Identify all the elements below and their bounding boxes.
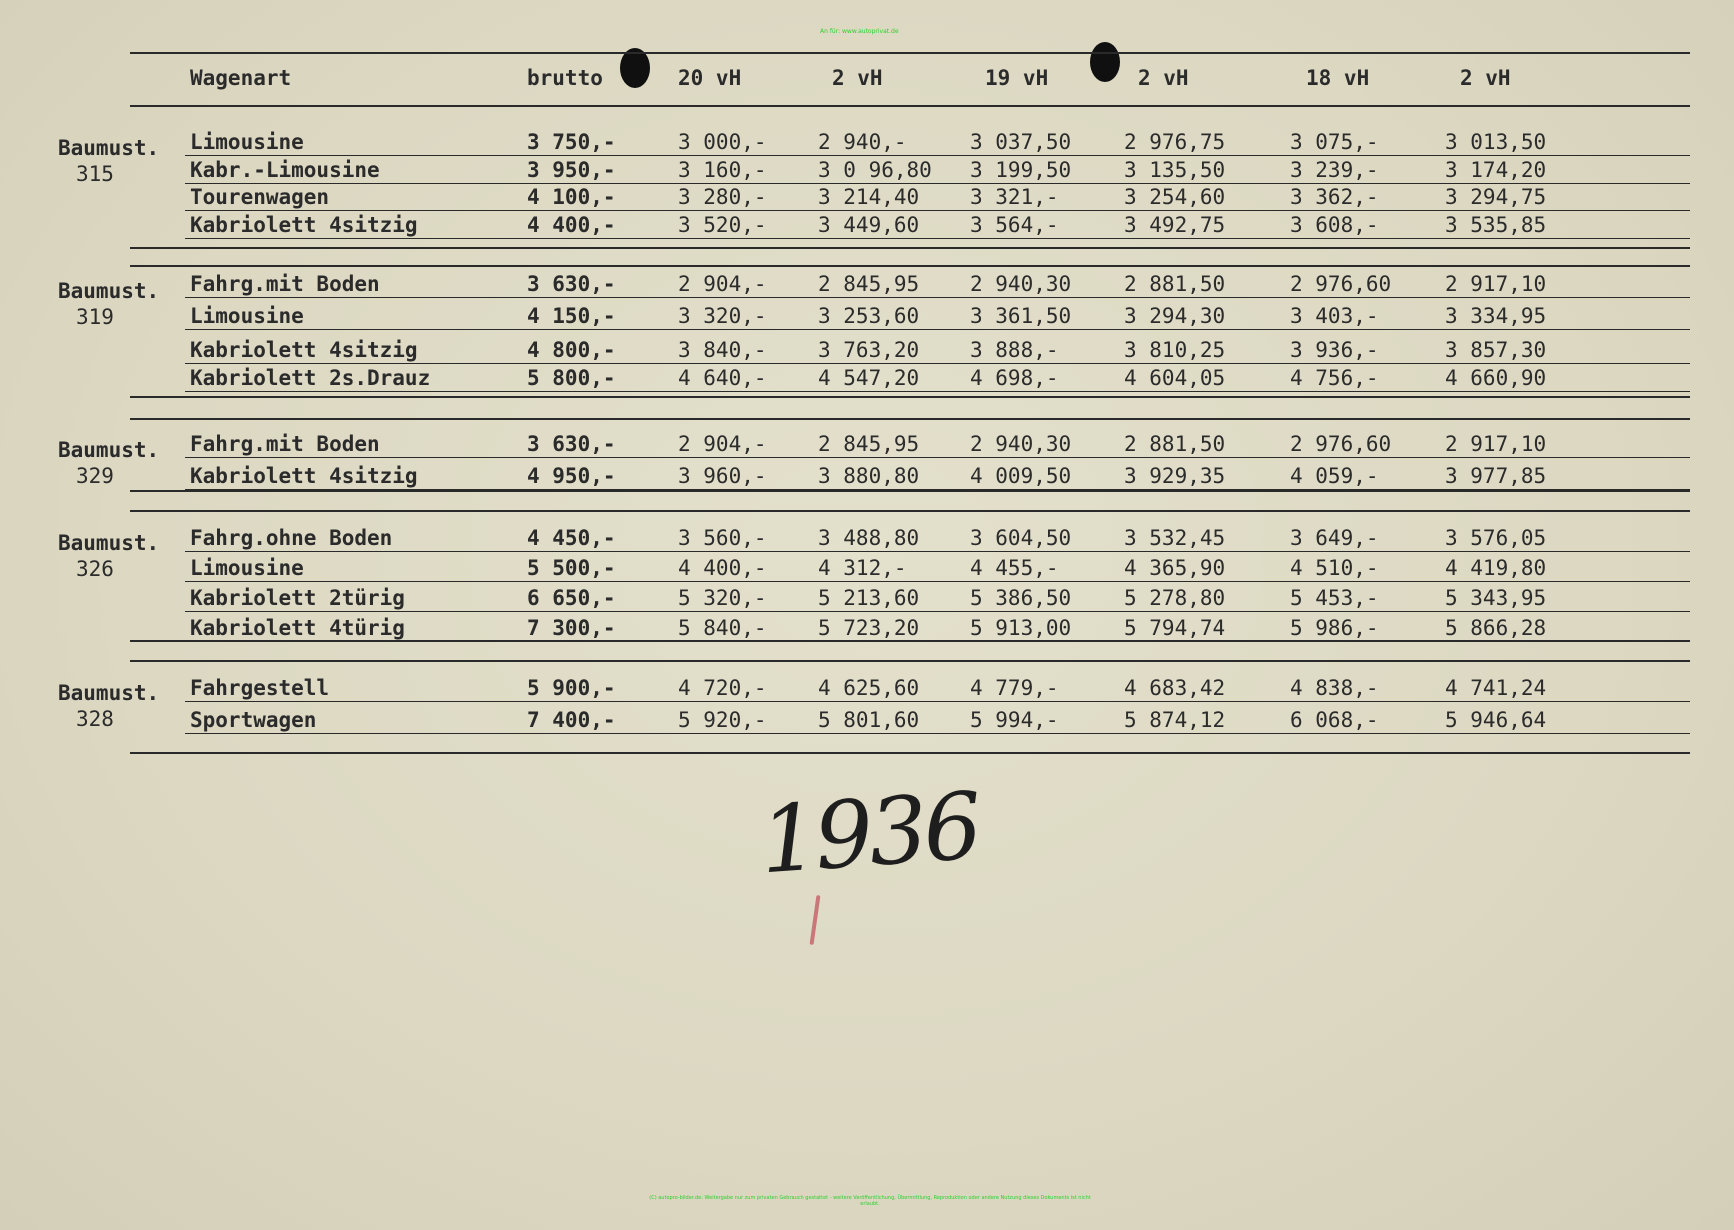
discount-value: 3 361,50 <box>970 304 1072 328</box>
brutto-price: 3 950,- <box>527 158 616 182</box>
vehicle-type: Sportwagen <box>190 708 317 732</box>
row-underline <box>185 238 1690 239</box>
brutto-price: 5 900,- <box>527 676 616 700</box>
header-col-5: 18 vH <box>1306 66 1370 90</box>
vehicle-type: Kabriolett 4sitzig <box>190 338 418 362</box>
discount-value: 3 214,40 <box>818 185 920 209</box>
discount-value: 4 756,- <box>1290 366 1379 390</box>
discount-value: 3 532,45 <box>1124 526 1226 550</box>
row-underline <box>185 210 1690 211</box>
discount-value: 3 199,50 <box>970 158 1072 182</box>
vehicle-type: Kabr.-Limousine <box>190 158 380 182</box>
group-rule <box>130 418 1690 420</box>
discount-value: 3 576,05 <box>1445 526 1547 550</box>
vehicle-type: Limousine <box>190 130 304 154</box>
discount-value: 3 535,85 <box>1445 213 1547 237</box>
discount-value: 5 213,60 <box>818 586 920 610</box>
vehicle-type: Kabriolett 2s.Drauz <box>190 366 431 390</box>
model-number: 328 <box>76 707 114 731</box>
discount-value: 3 520,- <box>678 213 767 237</box>
brutto-price: 3 630,- <box>527 432 616 456</box>
discount-value: 2 917,10 <box>1445 432 1547 456</box>
discount-value: 3 0 96,80 <box>818 158 932 182</box>
discount-value: 3 254,60 <box>1124 185 1226 209</box>
row-underline <box>185 611 1690 612</box>
brutto-price: 7 400,- <box>527 708 616 732</box>
header-col-2: 2 vH <box>832 66 883 90</box>
discount-value: 5 723,20 <box>818 616 920 640</box>
header-top-rule <box>130 52 1690 54</box>
vehicle-type: Fahrgestell <box>190 676 330 700</box>
discount-value: 3 280,- <box>678 185 767 209</box>
discount-value: 5 386,50 <box>970 586 1072 610</box>
discount-value: 3 564,- <box>970 213 1059 237</box>
group-rule <box>130 247 1690 249</box>
discount-value: 5 920,- <box>678 708 767 732</box>
model-number: 319 <box>76 305 114 329</box>
brutto-price: 3 750,- <box>527 130 616 154</box>
group-rule <box>130 396 1690 398</box>
discount-value: 3 888,- <box>970 338 1059 362</box>
model-label: Baumust. <box>58 531 160 555</box>
discount-value: 5 320,- <box>678 586 767 610</box>
vehicle-type: Limousine <box>190 304 304 328</box>
discount-value: 3 174,20 <box>1445 158 1547 182</box>
group-rule <box>130 490 1690 492</box>
discount-value: 4 838,- <box>1290 676 1379 700</box>
model-group-label <box>58 135 159 187</box>
discount-value: 4 009,50 <box>970 464 1072 488</box>
discount-value: 4 059,- <box>1290 464 1379 488</box>
discount-value: 3 075,- <box>1290 130 1379 154</box>
discount-value: 3 488,80 <box>818 526 920 550</box>
discount-value: 3 936,- <box>1290 338 1379 362</box>
discount-value: 4 640,- <box>678 366 767 390</box>
model-group-label <box>58 437 159 489</box>
model-number: 326 <box>76 557 114 581</box>
discount-value: 5 794,74 <box>1124 616 1226 640</box>
group-rule <box>130 640 1690 642</box>
row-underline <box>185 329 1690 330</box>
discount-value: 3 763,20 <box>818 338 920 362</box>
discount-value: 2 845,95 <box>818 432 920 456</box>
discount-value: 4 683,42 <box>1124 676 1226 700</box>
brutto-price: 4 100,- <box>527 185 616 209</box>
discount-value: 4 312,- <box>818 556 907 580</box>
discount-value: 2 940,- <box>818 130 907 154</box>
brutto-price: 3 630,- <box>527 272 616 296</box>
model-label: Baumust. <box>58 136 160 160</box>
discount-value: 4 510,- <box>1290 556 1379 580</box>
discount-value: 3 253,60 <box>818 304 920 328</box>
discount-value: 3 880,80 <box>818 464 920 488</box>
discount-value: 5 994,- <box>970 708 1059 732</box>
discount-value: 2 881,50 <box>1124 432 1226 456</box>
header-bottom-rule <box>130 105 1690 107</box>
brutto-price: 4 150,- <box>527 304 616 328</box>
discount-value: 3 135,50 <box>1124 158 1226 182</box>
group-rule <box>130 660 1690 662</box>
discount-value: 2 940,30 <box>970 272 1072 296</box>
discount-value: 3 321,- <box>970 185 1059 209</box>
discount-value: 2 917,10 <box>1445 272 1547 296</box>
model-number: 315 <box>76 162 114 186</box>
discount-value: 5 343,95 <box>1445 586 1547 610</box>
discount-value: 3 449,60 <box>818 213 920 237</box>
discount-value: 4 698,- <box>970 366 1059 390</box>
group-rule <box>130 752 1690 754</box>
discount-value: 3 239,- <box>1290 158 1379 182</box>
discount-value: 3 810,25 <box>1124 338 1226 362</box>
discount-value: 3 037,50 <box>970 130 1072 154</box>
discount-value: 3 929,35 <box>1124 464 1226 488</box>
row-underline <box>185 183 1690 184</box>
brutto-price: 5 800,- <box>527 366 616 390</box>
discount-value: 3 960,- <box>678 464 767 488</box>
brutto-price: 5 500,- <box>527 556 616 580</box>
discount-value: 4 419,80 <box>1445 556 1547 580</box>
brutto-price: 4 950,- <box>527 464 616 488</box>
header-col-6: 2 vH <box>1460 66 1511 90</box>
row-underline <box>185 391 1690 392</box>
discount-value: 2 976,60 <box>1290 272 1392 296</box>
discount-value: 3 294,30 <box>1124 304 1226 328</box>
discount-value: 2 976,75 <box>1124 130 1226 154</box>
vehicle-type: Fahrg.mit Boden <box>190 272 380 296</box>
discount-value: 3 649,- <box>1290 526 1379 550</box>
discount-value: 6 068,- <box>1290 708 1379 732</box>
discount-value: 5 986,- <box>1290 616 1379 640</box>
discount-value: 4 720,- <box>678 676 767 700</box>
vehicle-type: Fahrg.ohne Boden <box>190 526 393 550</box>
discount-value: 2 845,95 <box>818 272 920 296</box>
vehicle-type: Kabriolett 4sitzig <box>190 213 418 237</box>
discount-value: 5 874,12 <box>1124 708 1226 732</box>
header-wagenart: Wagenart <box>190 66 292 90</box>
row-underline <box>185 701 1690 702</box>
row-underline <box>185 457 1690 458</box>
row-underline <box>185 581 1690 582</box>
discount-value: 5 278,80 <box>1124 586 1226 610</box>
brutto-price: 4 800,- <box>527 338 616 362</box>
vehicle-type: Fahrg.mit Boden <box>190 432 380 456</box>
discount-value: 2 940,30 <box>970 432 1072 456</box>
model-number: 329 <box>76 464 114 488</box>
header-brutto: brutto <box>527 66 603 90</box>
brutto-price: 4 400,- <box>527 213 616 237</box>
discount-value: 5 913,00 <box>970 616 1072 640</box>
group-rule <box>130 510 1690 512</box>
discount-value: 3 604,50 <box>970 526 1072 550</box>
discount-value: 3 013,50 <box>1445 130 1547 154</box>
discount-value: 3 320,- <box>678 304 767 328</box>
discount-value: 3 160,- <box>678 158 767 182</box>
discount-value: 4 455,- <box>970 556 1059 580</box>
brutto-price: 4 450,- <box>527 526 616 550</box>
discount-value: 3 857,30 <box>1445 338 1547 362</box>
discount-value: 3 608,- <box>1290 213 1379 237</box>
discount-value: 4 365,90 <box>1124 556 1226 580</box>
discount-value: 3 403,- <box>1290 304 1379 328</box>
model-label: Baumust. <box>58 681 160 705</box>
punch-hole-left <box>620 48 650 88</box>
row-underline <box>185 551 1690 552</box>
brutto-price: 6 650,- <box>527 586 616 610</box>
discount-value: 3 560,- <box>678 526 767 550</box>
discount-value: 4 604,05 <box>1124 366 1226 390</box>
discount-value: 3 492,75 <box>1124 213 1226 237</box>
header-col-3: 19 vH <box>985 66 1049 90</box>
header-col-1: 20 vH <box>678 66 742 90</box>
discount-value: 3 334,95 <box>1445 304 1547 328</box>
vehicle-type: Limousine <box>190 556 304 580</box>
discount-value: 2 976,60 <box>1290 432 1392 456</box>
source-stamp-bottom: (C) autopro-bilder.de: Weitergabe nur zum privaten Gebrauch gestattet - weitere Veröffentlichung, Übermittlung, Reproduktion oder andere Nutzung dieses Dokuments ist nicht erlaubt. <box>649 1195 1091 1207</box>
discount-value: 5 453,- <box>1290 586 1379 610</box>
discount-value: 3 362,- <box>1290 185 1379 209</box>
discount-value: 5 840,- <box>678 616 767 640</box>
model-group-label <box>58 278 159 330</box>
discount-value: 2 904,- <box>678 432 767 456</box>
model-group-label <box>58 680 159 732</box>
source-stamp-top: An für: www.autoprivat.de <box>820 28 899 35</box>
row-underline <box>185 297 1690 298</box>
discount-value: 2 881,50 <box>1124 272 1226 296</box>
discount-value: 2 904,- <box>678 272 767 296</box>
discount-value: 3 000,- <box>678 130 767 154</box>
discount-value: 4 779,- <box>970 676 1059 700</box>
handwritten-year: 1936 <box>756 772 982 895</box>
discount-value: 3 294,75 <box>1445 185 1547 209</box>
discount-value: 5 866,28 <box>1445 616 1547 640</box>
group-rule <box>130 265 1690 267</box>
row-underline <box>185 733 1690 734</box>
model-group-label <box>58 530 159 582</box>
discount-value: 5 946,64 <box>1445 708 1547 732</box>
vehicle-type: Kabriolett 4türig <box>190 616 405 640</box>
discount-value: 4 400,- <box>678 556 767 580</box>
vehicle-type: Kabriolett 4sitzig <box>190 464 418 488</box>
row-underline <box>185 155 1690 156</box>
model-label: Baumust. <box>58 279 160 303</box>
discount-value: 4 547,20 <box>818 366 920 390</box>
brutto-price: 7 300,- <box>527 616 616 640</box>
discount-value: 4 660,90 <box>1445 366 1547 390</box>
discount-value: 4 741,24 <box>1445 676 1547 700</box>
vehicle-type: Tourenwagen <box>190 185 330 209</box>
vehicle-type: Kabriolett 2türig <box>190 586 405 610</box>
discount-value: 3 977,85 <box>1445 464 1547 488</box>
model-label: Baumust. <box>58 438 160 462</box>
discount-value: 3 840,- <box>678 338 767 362</box>
discount-value: 5 801,60 <box>818 708 920 732</box>
header-col-4: 2 vH <box>1138 66 1189 90</box>
row-underline <box>185 363 1690 364</box>
discount-value: 4 625,60 <box>818 676 920 700</box>
